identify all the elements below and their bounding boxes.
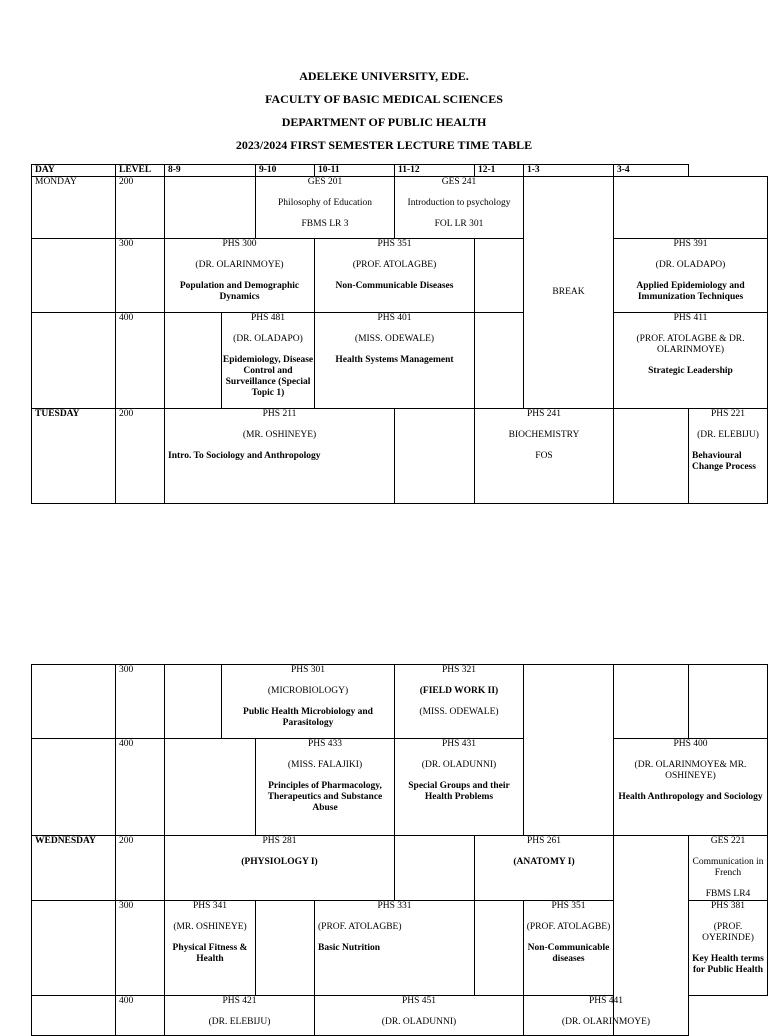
department-name: DEPARTMENT OF PUBLIC HEALTH [281, 115, 487, 129]
break-slot [524, 665, 614, 836]
course-code: PHS 433 [307, 739, 343, 749]
day-monday: MONDAY [32, 177, 116, 239]
course-lecturer: (PROF. ATOLAGBE) [352, 260, 437, 270]
empty-slot [614, 665, 689, 739]
course-venue: FOL LR 301 [434, 219, 484, 229]
course-name: Principles of Pharmacology, Therapeutics and Substance Abuse [267, 781, 383, 813]
course-venue: FBMS LR 3 [301, 219, 349, 229]
course-cell [524, 996, 689, 1036]
course-cell [315, 901, 475, 996]
course-venue: FBMS LR4 [705, 889, 751, 899]
course-cell [165, 409, 395, 504]
course-cell [475, 409, 614, 504]
course-code: PHS 400 [673, 739, 708, 749]
empty-slot [395, 409, 475, 504]
course-name: Strategic Leadership [648, 366, 733, 376]
col-10-11: 10-11 [315, 165, 395, 177]
course-code: PHS 351 [377, 239, 412, 249]
course-code: PHS 351 [551, 901, 586, 911]
course-name: Intro. To Sociology and Anthropology [168, 451, 321, 461]
course-lecturer: (MISS. FALAJIKI) [287, 760, 363, 770]
course-name: Physical Fitness & Health [172, 943, 248, 964]
course-code: PHS 301 [290, 665, 326, 675]
course-cell [165, 836, 395, 901]
level: 200 [116, 177, 165, 239]
wednesday-400-row [32, 996, 768, 1036]
course-lecturer: (DR. OLARINMOYE& MR. OSHINEYE) [634, 760, 747, 781]
course-cell [524, 901, 614, 996]
monday-200-row [32, 177, 768, 239]
empty-day [32, 739, 116, 836]
day-tuesday: TUESDAY [32, 409, 116, 504]
course-name: Basic Nutrition [318, 943, 381, 953]
course-lecturer: (MR. OSHINEYE) [173, 922, 247, 932]
col-day: DAY [32, 165, 116, 177]
course-code: PHS 221 [710, 409, 746, 419]
header-row [32, 165, 768, 177]
empty-slot [614, 177, 768, 239]
course-lecturer: BIOCHEMISTRY [508, 430, 580, 440]
break-slot [614, 409, 689, 504]
empty-slot [395, 836, 475, 901]
course-name: (ANATOMY I) [513, 857, 575, 867]
course-code: PHS 261 [526, 836, 562, 846]
course-lecturer: (PROF. ATOLAGBE & DR. OLARINMOYE) [636, 334, 745, 355]
course-code: PHS 411 [673, 313, 708, 323]
course-code: GES 201 [307, 177, 343, 187]
course-name: Applied Epidemiology and Immunization Techniques [636, 281, 745, 302]
course-lecturer: (DR. OLADUNNI) [381, 1017, 457, 1027]
course-cell [614, 739, 768, 836]
course-code: PHS 391 [673, 239, 708, 249]
monday-400-row [32, 313, 768, 409]
tuesday-400-row [32, 739, 768, 836]
empty-slot [165, 739, 256, 836]
course-lecturer: (MISS. ODEWALE) [419, 707, 499, 717]
col-11-12: 11-12 [395, 165, 475, 177]
course-cell [165, 239, 315, 313]
level: 400 [116, 739, 165, 836]
course-code: PHS 421 [222, 996, 257, 1006]
level: 300 [116, 239, 165, 313]
course-cell [315, 996, 524, 1036]
course-cell [222, 665, 395, 739]
empty-day [32, 239, 116, 313]
empty-slot [475, 239, 524, 313]
course-venue: FOS [535, 451, 553, 461]
col-3-4: 3-4 [614, 165, 689, 177]
level: 300 [116, 901, 165, 996]
faculty-name: FACULTY OF BASIC MEDICAL SCIENCES [265, 92, 503, 106]
course-lecturer: (DR. ELEBIJU) [208, 1017, 271, 1027]
empty-slot [256, 901, 315, 996]
course-code: GES 221 [710, 836, 746, 846]
course-cell [256, 177, 395, 239]
course-cell [689, 409, 768, 504]
course-cell [689, 836, 768, 901]
col-9-10: 9-10 [256, 165, 315, 177]
course-name: Public Health Microbiology and Parasitology [243, 707, 373, 728]
course-code: PHS 451 [401, 996, 437, 1006]
university-name: ADELEKE UNIVERSITY, EDE. [299, 69, 469, 83]
course-lecturer: (MISS. ODEWALE) [354, 334, 435, 344]
course-lecturer: (MICROBIOLOGY) [267, 686, 349, 696]
course-name: Population and Demographic Dynamics [179, 281, 300, 302]
course-cell [395, 739, 524, 836]
course-cell [165, 901, 256, 996]
course-code: PHS 281 [262, 836, 297, 846]
course-name: Behavioural Change Process [692, 451, 756, 472]
course-cell [689, 901, 768, 996]
course-name: Special Groups and their Health Problems [408, 781, 510, 802]
level: 300 [116, 665, 165, 739]
empty-slot [165, 665, 222, 739]
course-cell [222, 313, 315, 409]
empty-slot [475, 313, 524, 409]
timetable-part-2 [31, 664, 768, 1036]
empty-day [32, 901, 116, 996]
level: 400 [116, 996, 165, 1036]
course-cell [315, 239, 475, 313]
course-lecturer: (DR. OLADAPO) [233, 334, 303, 344]
monday-300-row [32, 239, 768, 313]
course-name: Philosophy of Education [278, 198, 372, 208]
tuesday-300-row [32, 665, 768, 739]
course-cell [614, 313, 768, 409]
course-code: PHS 241 [526, 409, 562, 419]
course-name: Communication in French [692, 857, 764, 878]
course-code: PHS 441 [588, 996, 624, 1006]
wednesday-200-row [32, 836, 768, 901]
course-name: Key Health terms for Public Health [692, 954, 764, 975]
course-cell [395, 665, 524, 739]
course-name: Health Anthropology and Sociology [618, 792, 763, 802]
course-cell [165, 996, 315, 1036]
course-name: Epidemiology, Disease Control and Surveillance (Special Topic 1) [222, 355, 314, 398]
course-lecturer: (PROF. ATOLAGBE) [318, 922, 402, 932]
course-name: Non-Communicable diseases [527, 943, 610, 964]
course-code: PHS 211 [262, 409, 297, 419]
course-lecturer: (PROF. ATOLAGBE) [526, 922, 611, 932]
timetable-title: 2023/2024 FIRST SEMESTER LECTURE TIME TABLE [235, 138, 533, 152]
break-cell: BREAK [524, 177, 614, 409]
course-code: PHS 321 [441, 665, 477, 675]
col-level: LEVEL [116, 165, 165, 177]
empty-slot [475, 901, 524, 996]
level: 200 [116, 836, 165, 901]
empty-day [32, 313, 116, 409]
course-name: (FIELD WORK II) [419, 686, 499, 696]
col-1-3: 1-3 [524, 165, 614, 177]
course-name: Introduction to psychology [407, 198, 511, 208]
course-cell [614, 239, 768, 313]
course-code: GES 241 [441, 177, 477, 187]
day-wednesday: WEDNESDAY [32, 836, 116, 901]
course-code: PHS 331 [377, 901, 412, 911]
course-lecturer: (DR. OLARINMOYE) [561, 1017, 651, 1027]
course-lecturer: (MR. OSHINEYE) [242, 430, 317, 440]
timetable-part-1 [31, 164, 768, 504]
course-lecturer: (DR. OLARINMOYE) [195, 260, 284, 270]
course-code: PHS 300 [222, 239, 257, 249]
course-cell [395, 177, 524, 239]
col-12-1: 12-1 [475, 165, 524, 177]
course-cell [475, 836, 614, 901]
empty-slot [689, 665, 768, 739]
course-code: PHS 481 [250, 313, 286, 323]
course-code: PHS 431 [441, 739, 477, 749]
col-8-9: 8-9 [165, 165, 256, 177]
level: 200 [116, 409, 165, 504]
course-lecturer: (DR. ELEBIJU) [697, 430, 759, 440]
course-cell [315, 313, 475, 409]
level: 400 [116, 313, 165, 409]
course-lecturer: (DR. OLADAPO) [655, 260, 726, 270]
course-cell [256, 739, 395, 836]
empty-day [32, 665, 116, 739]
course-lecturer: (PROF. OYERINDE) [702, 922, 754, 943]
course-name: Health Systems Management [335, 355, 454, 365]
course-code: PHS 381 [710, 901, 746, 911]
empty-day [32, 996, 116, 1036]
course-lecturer: (DR. OLADUNNI) [421, 760, 497, 770]
empty-slot [165, 313, 222, 409]
course-code: PHS 401 [377, 313, 412, 323]
empty-slot [165, 177, 256, 239]
course-name: Non-Communicable Diseases [335, 281, 454, 291]
course-code: PHS 341 [192, 901, 228, 911]
tuesday-200-row [32, 409, 768, 504]
course-name: (PHYSIOLOGY I) [241, 857, 318, 867]
